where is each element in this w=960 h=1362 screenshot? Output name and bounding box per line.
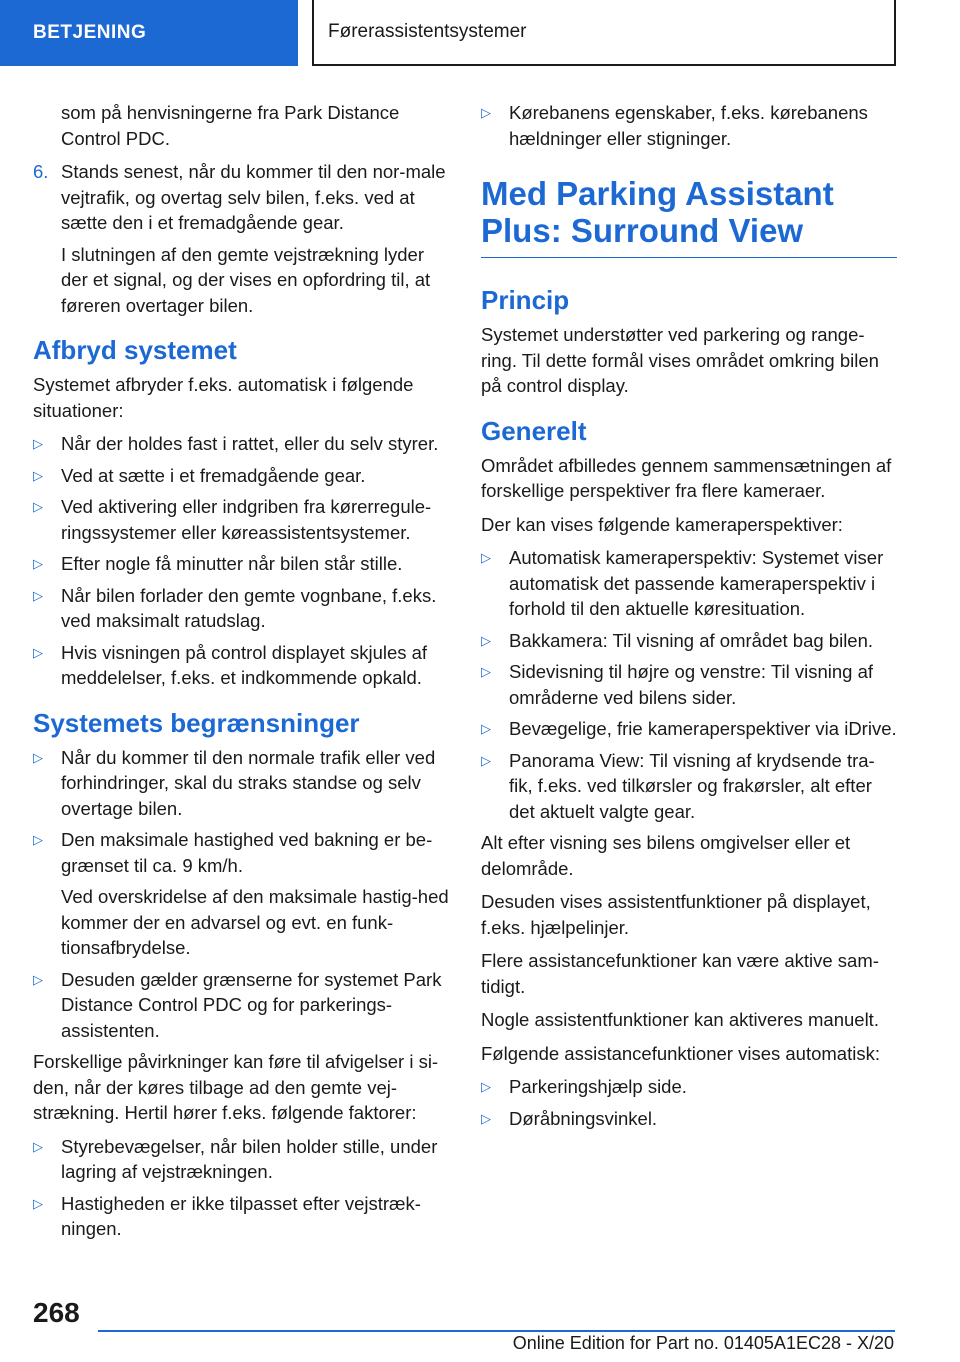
triangle-bullet-icon: ▷ <box>33 436 43 451</box>
list-item: ▷ Kørebanens egenskaber, f.eks. kørebanens hældninger eller stigninger. <box>481 102 868 149</box>
section-tab: BETJENING <box>0 0 298 66</box>
list-item: ▷ Bakkamera: Til visning af området bag bilen. <box>481 628 897 654</box>
section-heading-princip: Princip <box>481 285 570 315</box>
step-text: Stands senest, når du kommer til den nor-male vejtrafik, og overtag selv bilen, f.eks. ved at sætte den i et fremadgående gear. <box>61 161 446 233</box>
page-header <box>0 0 960 70</box>
paragraph: Desuden vises assistentfunktioner på displayet, f.eks. hjælpelinjer. <box>481 891 871 938</box>
triangle-bullet-icon: ▷ <box>33 971 43 987</box>
triangle-bullet-icon: ▷ <box>481 721 491 736</box>
footer-edition: Online Edition for Part no. 01405A1EC28 - X/20 <box>512 1333 894 1353</box>
triangle-bullet-icon: ▷ <box>481 752 491 768</box>
left-column <box>33 100 449 1248</box>
footer-divider <box>98 1330 895 1332</box>
list-item: ▷ Når du kommer til den normale trafik eller ved forhindringer, skal du straks standse og selv overtage bilen. <box>33 746 436 819</box>
list-item: ▷ Panorama View: Til visning af krydsende tra-fik, f.eks. ved tilkørsler og frakørsler, alt efter det aktuelt valgte gear. <box>481 749 875 822</box>
list-item: ▷ Døråbningsvinkel. <box>481 1106 897 1132</box>
triangle-bullet-icon: ▷ <box>33 644 43 660</box>
bullet-list <box>33 431 449 691</box>
triangle-bullet-icon: ▷ <box>33 749 43 765</box>
paragraph: Der kan vises følgende kameraperspektiver: <box>481 513 843 535</box>
step-list <box>33 159 449 318</box>
paragraph: Nogle assistentfunktioner kan aktiveres manuelt. <box>481 1009 879 1030</box>
chapter-tab: Førerassistentsystemer <box>312 0 896 66</box>
list-item: ▷ Ved aktivering eller indgriben fra kørerregule-ringssystemer eller køreassistentsystemer. <box>33 496 432 543</box>
bullet-list <box>481 100 897 151</box>
triangle-bullet-icon: ▷ <box>481 550 491 565</box>
section-heading-afbryd: Afbryd systemet <box>33 335 237 365</box>
section-heading-generelt: Generelt <box>481 415 587 446</box>
paragraph: Systemet understøtter ved parkering og range-ring. Til dette formål vises området omkring bilen på control display. <box>481 324 879 396</box>
triangle-bullet-icon: ▷ <box>481 1110 491 1126</box>
triangle-bullet-icon: ▷ <box>33 467 43 483</box>
bullet-list <box>33 745 449 1044</box>
chapter-heading-surround-view: Med Parking Assistant Plus: Surround View <box>481 175 897 258</box>
triangle-bullet-icon: ▷ <box>33 832 43 847</box>
right-column <box>481 100 897 1137</box>
triangle-bullet-icon: ▷ <box>33 556 43 571</box>
step-item <box>33 159 449 318</box>
paragraph: Følgende assistancefunktioner vises automatisk: <box>481 1042 880 1064</box>
section-intro: Systemet afbryder f.eks. automatisk i følgende situationer: <box>33 374 414 421</box>
triangle-bullet-icon: ▷ <box>33 587 43 603</box>
list-item: ▷ Parkeringshjælp side. <box>481 1074 897 1100</box>
list-item: ▷ Ved at sætte i et fremadgående gear. <box>33 463 449 489</box>
section-heading-begraensninger: Systemets begrænsninger <box>33 707 360 738</box>
triangle-bullet-icon: ▷ <box>481 632 491 648</box>
list-item: ▷ Hvis visningen på control displayet skjules af meddelelser, f.eks. et indkommende opkald. <box>33 641 428 688</box>
paragraph: Flere assistancefunktioner kan være aktive sam-tidigt. <box>481 950 879 997</box>
list-item: ▷ Styrebevægelser, når bilen holder stille, under lagring af vejstrækningen. <box>33 1135 438 1182</box>
triangle-bullet-icon: ▷ <box>481 1079 491 1094</box>
list-item: ▷ Desuden gælder grænserne for systemet Park Distance Control PDC og for parkerings-assistenten. <box>33 968 442 1041</box>
triangle-bullet-icon: ▷ <box>33 1195 43 1211</box>
list-item: ▷ Bevægelige, frie kameraperspektiver via iDrive. <box>481 716 897 742</box>
paragraph: Forskellige påvirkninger kan føre til afvigelser i si-den, når der køres tilbage ad den gemte vej-strækning. Hertil hører f.eks. følgende faktorer: <box>33 1051 439 1123</box>
paragraph: Området afbilledes gennem sammensætningen af forskellige perspektiver fra flere kameraer. <box>481 454 892 501</box>
step-note: I slutningen af den gemte vejstrækning lyder der et signal, og der vises en opfordring til, at føreren overtager bilen. <box>61 243 431 316</box>
page-number: 268 <box>33 1297 80 1328</box>
bullet-list <box>481 545 897 824</box>
list-item: ▷ Når der holdes fast i rattet, eller du selv styrer. <box>33 431 449 457</box>
list-item: ▷ Når bilen forlader den gemte vognbane, f.eks. ved maksimalt ratudslag. <box>33 584 437 631</box>
triangle-bullet-icon: ▷ <box>481 664 491 679</box>
step-number: 6. <box>33 161 49 182</box>
triangle-bullet-icon: ▷ <box>481 105 491 120</box>
bullet-list <box>481 1074 897 1131</box>
list-item: ▷ Den maksimale hastighed ved bakning er be-grænset til ca. 9 km/h. Ved overskridelse af den maksimale hastig-hed kommer der en advarsel og evt. en funk-tionsafbrydelse. <box>33 829 449 958</box>
paragraph: Alt efter visning ses bilens omgivelser eller et delområde. <box>481 832 851 879</box>
list-item: ▷ Efter nogle få minutter når bilen står stille. <box>33 551 449 577</box>
list-item: ▷ Hastigheden er ikke tilpasset efter vejstræk-ningen. <box>33 1192 421 1239</box>
list-item: ▷ Automatisk kameraperspektiv: Systemet viser automatisk det passende kameraperspektiv i forhold til den aktuelle køresituation. <box>481 547 884 619</box>
bullet-list <box>33 1134 449 1242</box>
triangle-bullet-icon: ▷ <box>33 1138 43 1154</box>
triangle-bullet-icon: ▷ <box>33 499 43 514</box>
intro-continuation: som på henvisningerne fra Park Distance Control PDC. <box>61 102 400 149</box>
list-item: ▷ Sidevisning til højre og venstre: Til visning af områderne ved bilens sider. <box>481 661 874 708</box>
